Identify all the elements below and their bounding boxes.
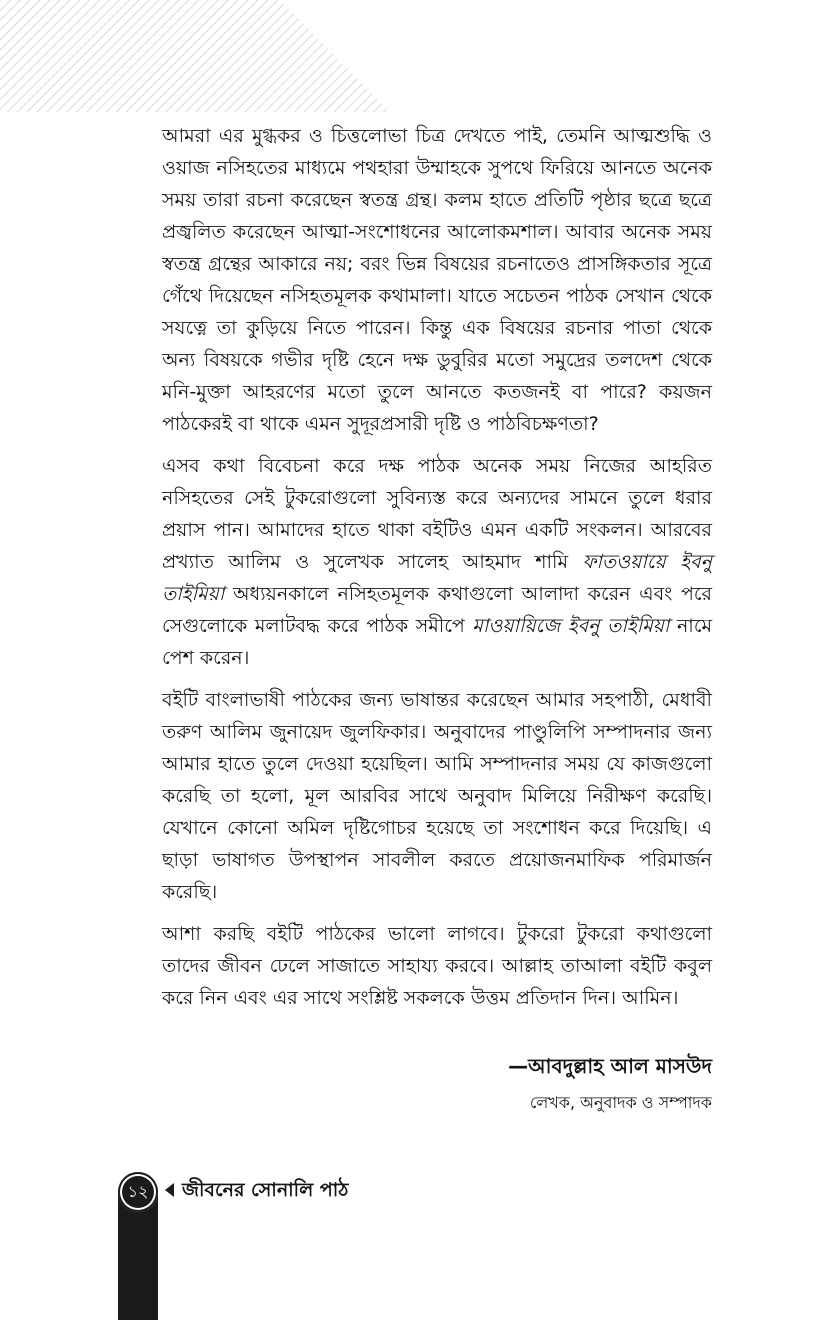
- running-book-title: জীবনের সোনালি পাঠ: [182, 1179, 349, 1201]
- author-role: লেখক, অনুবাদক ও সম্পাদক: [529, 1093, 712, 1112]
- page-number-badge: ১২: [118, 1172, 158, 1212]
- body-text: [162, 120, 712, 1024]
- triangle-left-icon: [165, 1183, 174, 1197]
- hatch-pattern-decoration: [0, 0, 390, 112]
- paragraph-2-part-c: নামে পেশ করেন।: [162, 615, 712, 669]
- signature-block: [508, 1050, 712, 1118]
- paragraph-3: বইটি বাংলাভাষী পাঠকের জন্য ভাষান্তর করেছেন আমার সহপাঠী, মেধাবী তরুণ আলিম জুনায়েদ জুলফিকার। অনুবাদের পাণ্ডুলিপি সম্পাদনার জন্য আমার হাতে তুলে দেওয়া হয়েছিল। আমি সম্পাদনার সময় যে কাজগুলো করেছি তা হলো, মূল আরবির সাথে অনুবাদ মিলিয়ে নিরীক্ষণ করেছি। যেখানে কোনো অমিল দৃষ্টিগোচর হয়েছে তা সংশোধন করে দিয়েছি। এ ছাড়া ভাষাগত উপস্থাপন সাবলীল করতে প্রয়োজনমাফিক পরিমার্জন করেছি।: [162, 689, 712, 903]
- paragraph-2: [162, 450, 712, 674]
- paragraph-4: আশা করছি বইটি পাঠকের ভালো লাগবে। টুকরো টুকরো কথাগুলো তাদের জীবন ঢেলে সাজাতে সাহায্য করবে। আল্লাহ তাআলা বইটি কবুল করে নিন এবং এর সাথে সংশ্লিষ্ট সকলকে উত্তম প্রতিদান দিন। আমিন।: [162, 923, 712, 1009]
- book-title-fatawa: ফাতওয়ায়ে ইবনু তাইমিয়া: [162, 551, 712, 605]
- author-name: —আবদুল্লাহ আল মাসউদ: [508, 1054, 712, 1078]
- paragraph-2-part-a: এসব কথা বিবেচনা করে দক্ষ পাঠক অনেক সময় নিজের আহরিত নসিহতের সেই টুকরোগুলো সুবিন্যস্ত করে অন্যদের সামনে তুলে ধরার প্রয়াস পান। আমাদের হাতে থাকা বইটিও এমন একটি সংকলন। আরবের প্রখ্যাত আলিম ও সুলেখক সালেহ আহমাদ শামি: [162, 455, 712, 573]
- paragraph-1: আমরা এর মুগ্ধকর ও চিত্তলোভা চিত্র দেখতে পাই, তেমনি আত্মশুদ্ধি ও ওয়াজ নসিহতের মাধ্যমে পথহারা উম্মাহকে সুপথে ফিরিয়ে আনতে অনেক সময় তারা রচনা করেছেন স্বতন্ত্র গ্রন্থ। কলম হাতে প্রতিটি পৃষ্ঠার ছত্রে ছত্রে প্রজ্বলিত করেছেন আত্মা-সংশোধনের আলোকমশাল। আবার অনেক সময় স্বতন্ত্র গ্রন্থের আকারে নয়; বরং ভিন্ন বিষয়ের রচনাতেও প্রাসঙ্গিকতার সূত্রে গেঁথে দিয়েছেন নসিহতমূলক কথামালা। যাতে সচেতন পাঠক সেখান থেকে সযত্নে তা কুড়িয়ে নিতে পারেন। কিন্তু এক বিষয়ের রচনার পাতা থেকে অন্য বিষয়কে গভীর দৃষ্টি হেনে দক্ষ ডুবুরির মতো সমুদ্রের তলদেশ থেকে মনি-মুক্তা আহরণের মতো তুলে আনতে কতজনই বা পারে? কয়জন পাঠকেরই বা থাকে এমন সুদূরপ্রসারী দৃষ্টি ও পাঠবিচক্ষণতা?: [162, 125, 712, 435]
- book-title-mawaiz: মাওয়ায়িজে ইবনু তাইমিয়া: [472, 615, 670, 637]
- paragraph-2-part-b: অধ্যয়নকালে নসিহতমূলক কথাগুলো আলাদা করেন এবং পরে সেগুলোকে মলাটবদ্ধ করে পাঠক সমীপে: [162, 583, 712, 637]
